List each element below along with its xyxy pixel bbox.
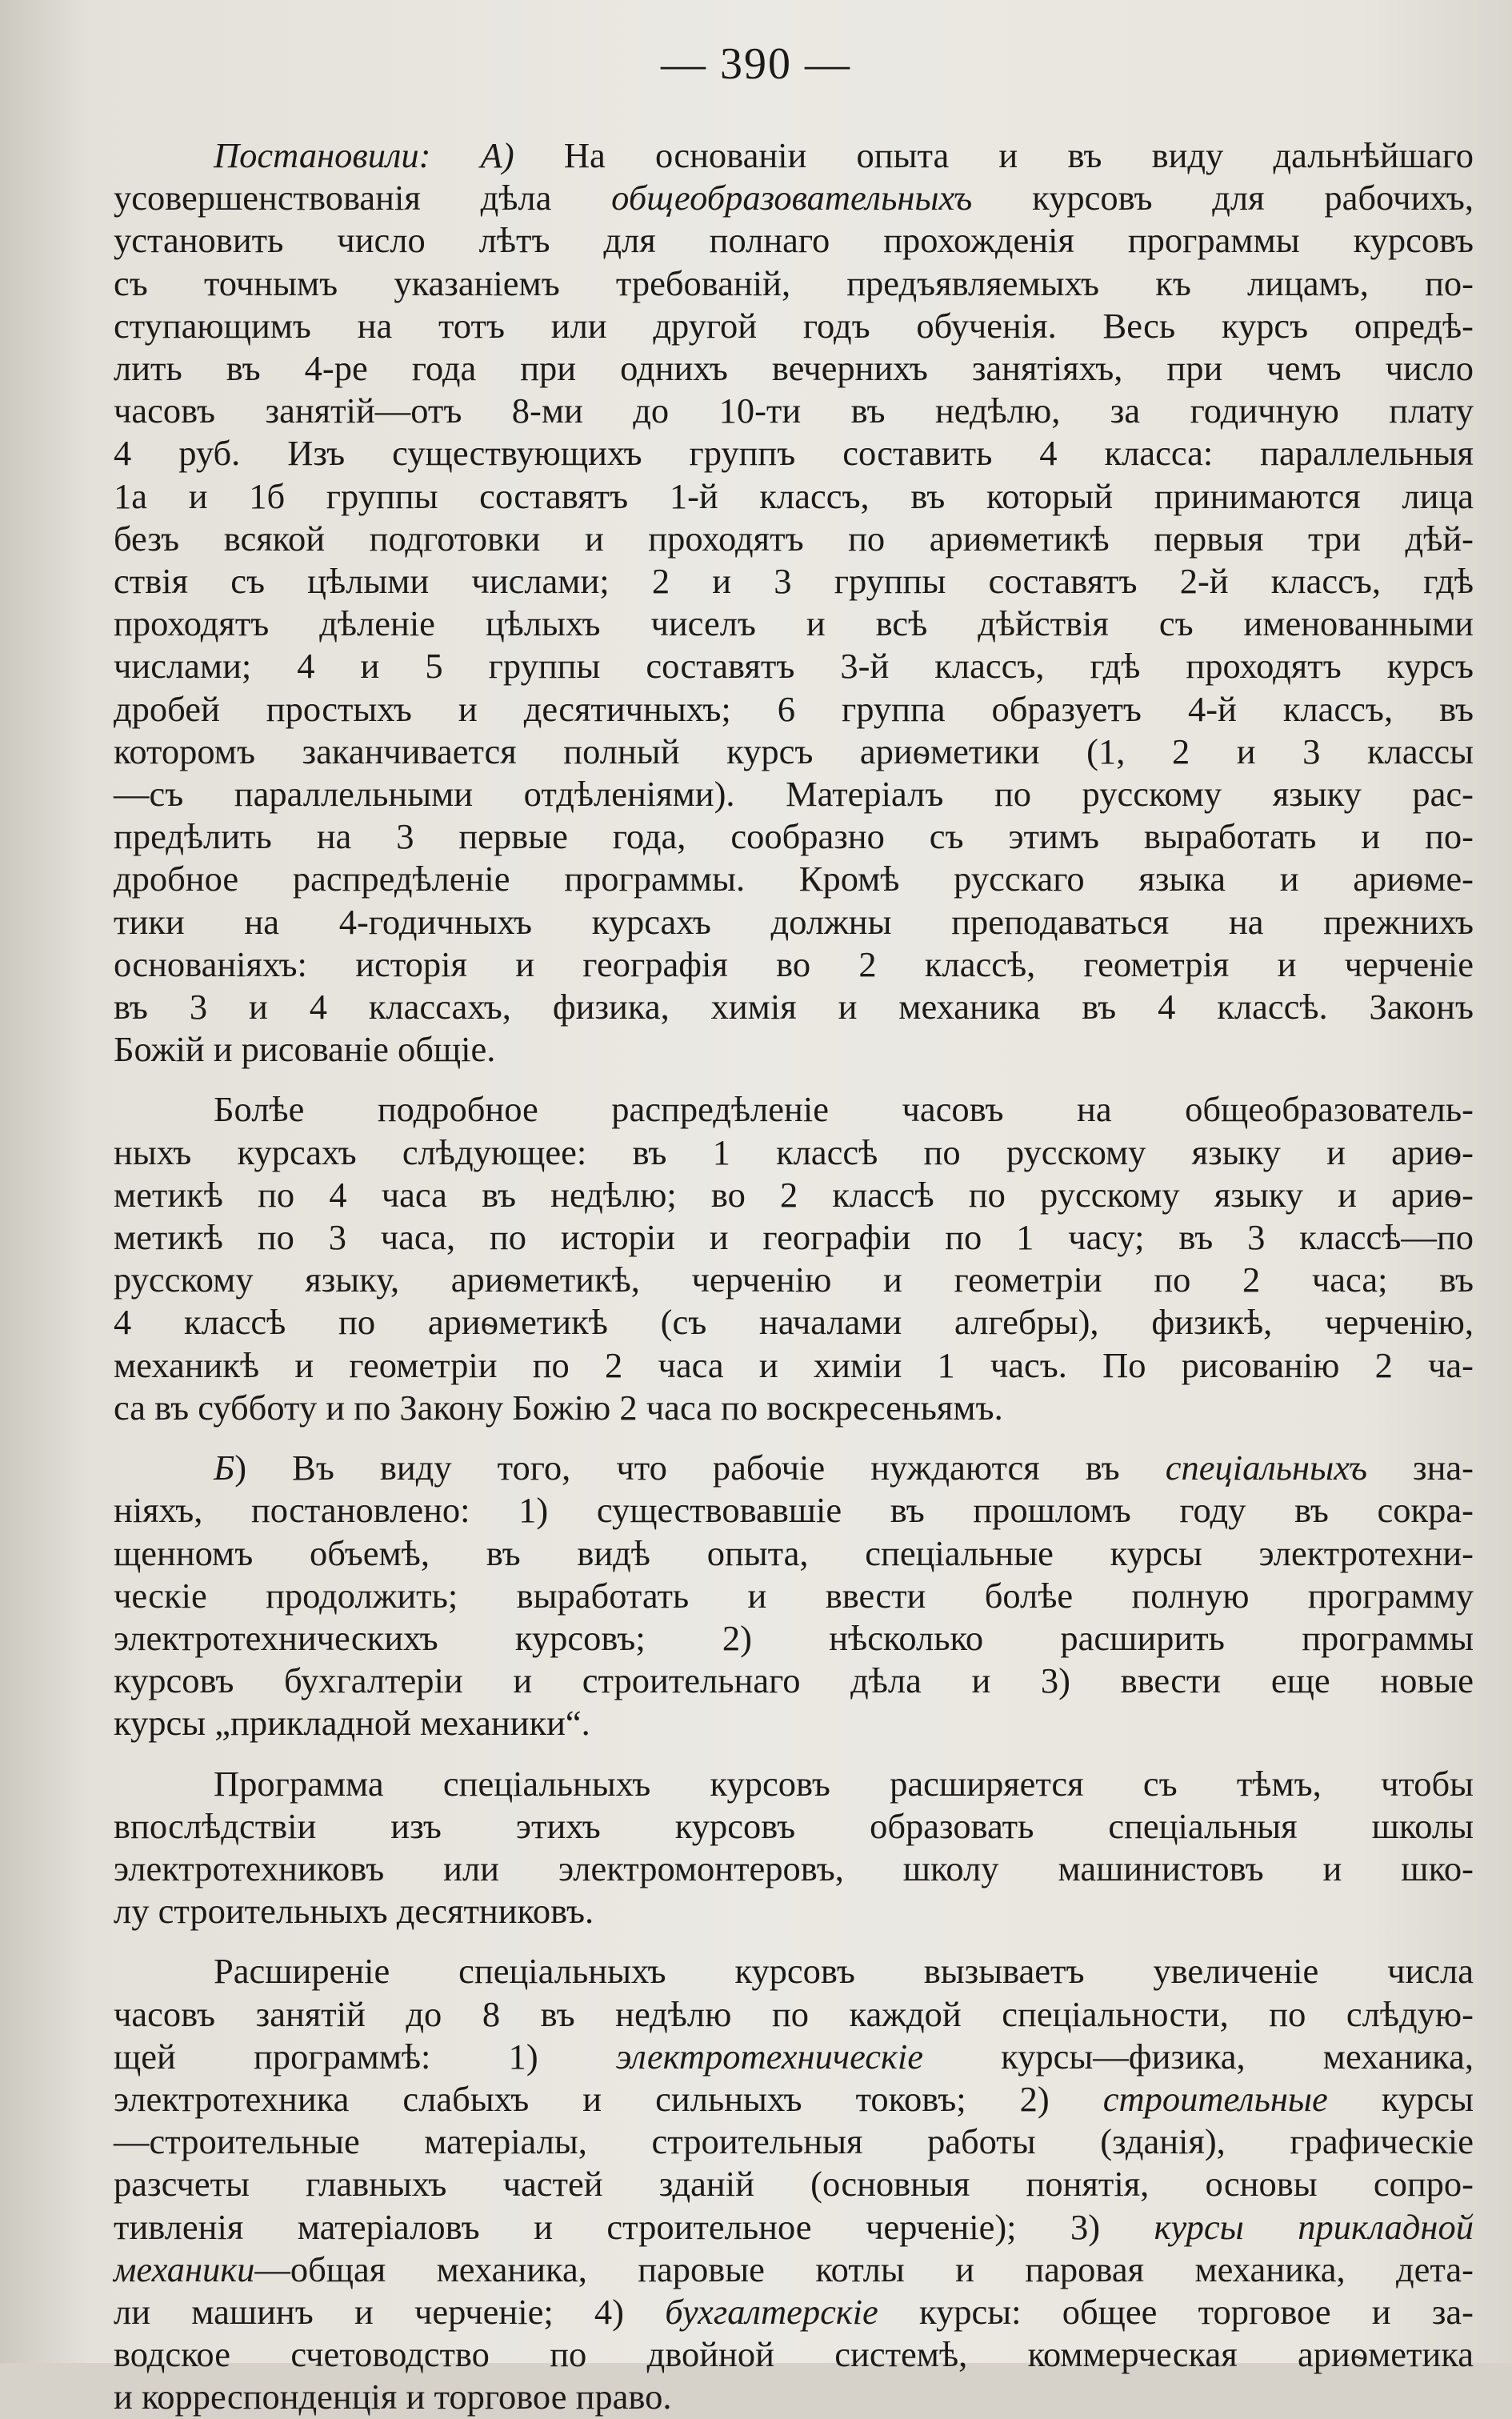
text-line: ніяхъ, постановлено: 1) существовавшіе въ прошломъ году въ сокра- (114, 1490, 1474, 1531)
text-line: Постановили: А) На основаніи опыта и въ виду дальнѣйшаго (214, 135, 1474, 175)
text-line: электротехника слабыхъ и сильныхъ токовъ; 2) строительные курсы (114, 2078, 1474, 2119)
text-line: —строительные матеріалы, строительныя работы (зданія), графическіе (114, 2121, 1474, 2162)
text-line: метикѣ по 3 часа, по исторіи и географіи по 1 часу; въ 3 классѣ—по (114, 1217, 1474, 1258)
text-line: механикѣ и геометріи по 2 часа и химіи 1 часъ. По рисованію 2 ча- (114, 1344, 1474, 1385)
paragraph (114, 1950, 1474, 2418)
text-line: основаніяхъ: исторія и географія во 2 классѣ, геометрія и черченіе (114, 943, 1474, 984)
text-line: тики на 4-годичныхъ курсахъ должны преподаваться на прежнихъ (114, 901, 1474, 942)
document-body (114, 134, 1474, 2419)
text-line: часовъ занятій—отъ 8-ми до 10-ти въ недѣлю, за годичную плату (114, 390, 1474, 431)
text-line: электротехническихъ курсовъ; 2) нѣсколько расширить программы (114, 1617, 1474, 1658)
paragraph-gap (114, 1745, 1474, 1763)
paragraph-gap (114, 1429, 1474, 1447)
text-line: механики—общая механика, паровые котлы и паровая механика, дета- (114, 2249, 1474, 2289)
text-line: дробное распредѣленіе программы. Кромѣ русскаго языка и ариѳме- (114, 859, 1474, 899)
text-line: 4 классѣ по ариѳметикѣ (съ началами алгебры), физикѣ, черченію, (114, 1302, 1474, 1343)
text-line: Божій и рисованіе общіе. (114, 1029, 496, 1070)
text-line: ступающимъ на тотъ или другой годъ обученія. Весь курсъ опредѣ- (114, 305, 1474, 346)
paragraph (114, 134, 1474, 1071)
text-line: электротехниковъ или электромонтеровъ, школу машинистовъ и шко- (114, 1848, 1474, 1888)
text-line: лу строительныхъ десятниковъ. (114, 1891, 594, 1932)
text-line: ческіе продолжить; выработать и ввести болѣе полную программу (114, 1575, 1474, 1616)
text-line: са въ субботу и по Закону Божію 2 часа по воскресеньямъ. (114, 1387, 1003, 1428)
text-line: числами; 4 и 5 группы составятъ 3-й классъ, гдѣ проходятъ курсъ (114, 646, 1474, 687)
text-line: тивленія матеріаловъ и строительное черченіе); 3) курсы прикладной (114, 2206, 1474, 2247)
paragraph (114, 1763, 1474, 1933)
text-line: съ точнымъ указаніемъ требованій, предъявляемыхъ къ лицамъ, по- (114, 262, 1474, 303)
text-line: установить число лѣтъ для полнаго прохожденія программы курсовъ (114, 220, 1474, 261)
text-line: курсы „прикладной механики“. (114, 1703, 590, 1744)
text-line: Расширеніе спеціальныхъ курсовъ вызываетъ увеличеніе числа (214, 1951, 1474, 1992)
paragraph-gap (114, 1932, 1474, 1950)
paragraph (114, 1447, 1474, 1744)
text-line: часовъ занятій до 8 въ недѣлю по каждой спеціальности, по слѣдую- (114, 1993, 1474, 2034)
page-number: — 390 — (661, 39, 851, 89)
text-line: щенномъ объемѣ, въ видѣ опыта, спеціальные курсы электротехни- (114, 1532, 1474, 1573)
text-line: въ 3 и 4 классахъ, физика, химія и механика въ 4 классѣ. Законъ (114, 987, 1474, 1027)
text-line: проходятъ дѣленіе цѣлыхъ чиселъ и всѣ дѣйствія съ именованными (114, 603, 1474, 644)
text-line: Программа спеціальныхъ курсовъ расширяется съ тѣмъ, чтобы (214, 1763, 1474, 1804)
text-line: водское счетоводство по двойной системѣ, коммерческая ариѳметика (114, 2334, 1474, 2375)
text-line: 1а и 1б группы составятъ 1-й классъ, въ который принимаются лица (114, 475, 1474, 516)
text-line: усовершенствованія дѣла общеобразовательныхъ курсовъ для рабочихъ, (114, 178, 1474, 218)
text-line: Болѣе подробное распредѣленіе часовъ на общеобразователь- (214, 1089, 1474, 1130)
text-line: Б) Въ виду того, что рабочіе нуждаются въ спеціальныхъ зна- (214, 1448, 1474, 1488)
text-line: ныхъ курсахъ слѣдующее: въ 1 классѣ по русскому языку и ариѳ- (114, 1131, 1474, 1172)
text-line: ли машинъ и черченіе; 4) бухгалтерскіе курсы: общее торговое и за- (114, 2291, 1474, 2332)
text-line: щей программѣ: 1) электротехническіе курсы—физика, механика, (114, 2036, 1474, 2077)
text-line: предѣлить на 3 первые года, сообразно съ этимъ выработать и по- (114, 816, 1474, 857)
paragraph-gap (114, 1071, 1474, 1088)
text-line: впослѣдствіи изъ этихъ курсовъ образовать спеціальныя школы (114, 1805, 1474, 1846)
text-line: которомъ заканчивается полный курсъ ариѳметики (1, 2 и 3 классы (114, 731, 1474, 771)
text-line: метикѣ по 4 часа въ недѣлю; во 2 классѣ по русскому языку и ариѳ- (114, 1174, 1474, 1215)
text-line: и корреспонденція и торговое право. (114, 2377, 672, 2417)
text-line: курсовъ бухгалтеріи и строительнаго дѣла и 3) ввести еще новые (114, 1660, 1474, 1701)
text-line: лить въ 4-ре года при однихъ вечернихъ занятіяхъ, при чемъ число (114, 348, 1474, 389)
text-line: русскому языку, ариѳметикѣ, черченію и геометріи по 2 часа; въ (114, 1260, 1474, 1300)
text-line: 4 руб. Изъ существующихъ группъ составить 4 класса: параллельныя (114, 433, 1474, 474)
text-line: разсчеты главныхъ частей зданій (основныя понятія, основы сопро- (114, 2164, 1474, 2205)
paragraph (114, 1088, 1474, 1429)
text-line: безъ всякой подготовки и проходятъ по ариѳметикѣ первыя три дѣй- (114, 518, 1474, 559)
text-line: ствія съ цѣлыми числами; 2 и 3 группы составятъ 2-й классъ, гдѣ (114, 561, 1474, 602)
text-line: дробей простыхъ и десятичныхъ; 6 группа образуетъ 4-й классъ, въ (114, 688, 1474, 729)
text-line: —съ параллельными отдѣленіями). Матеріалъ по русскому языку рас- (114, 774, 1474, 815)
